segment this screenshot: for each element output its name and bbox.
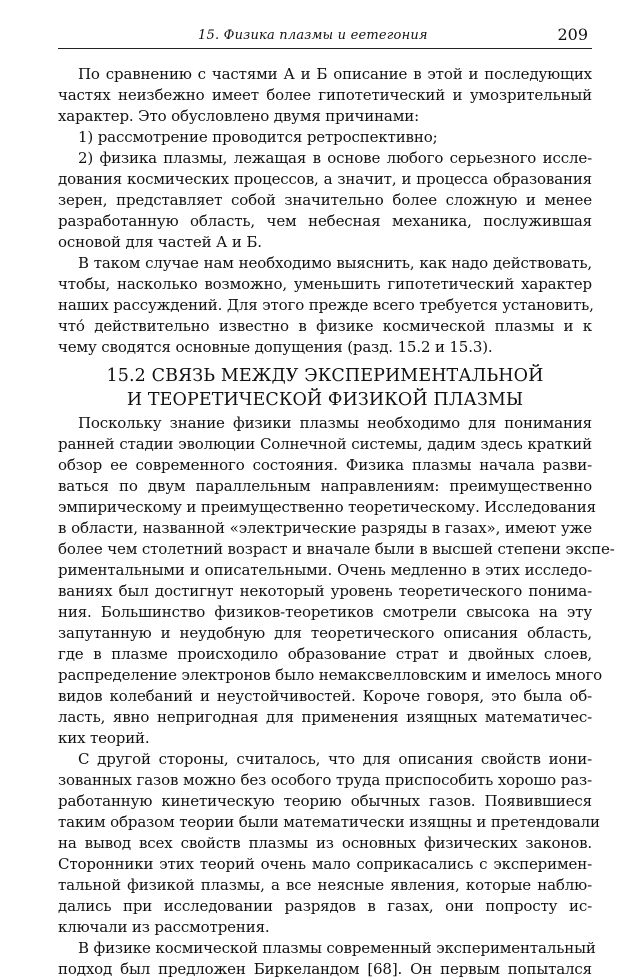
text-line: эмпирическому и преимущественно теоретическому. Исследования xyxy=(58,498,596,516)
text-line: тальной физикой плазмы, а все неясные явления, которые наблю- xyxy=(58,876,592,894)
text-line: основой для частей А и Б. xyxy=(58,233,262,251)
text-line: Поскольку знание физики плазмы необходимо для понимания xyxy=(78,414,592,432)
text-line: характер. Это обусловлено двумя причинами: xyxy=(58,107,419,125)
page-header xyxy=(58,22,592,49)
text-line: зерен, представляет собой значительно более сложную и менее xyxy=(58,191,592,209)
text-line: частях неизбежно имеет более гипотетический и умозрительный xyxy=(58,86,592,104)
text-line: По сравнению с частями А и Б описание в этой и последующих xyxy=(78,65,592,83)
text-line: Сторонники этих теорий очень мало соприкасались с эксперимен- xyxy=(58,855,592,873)
text-line: наших рассуждений. Для этого прежде всего требуется установить, xyxy=(58,296,594,314)
text-line: зованных газов можно без особого труда приспособить хорошо раз- xyxy=(58,771,592,789)
text-line: В таком случае нам необходимо выяснить, как надо действовать, xyxy=(78,254,592,272)
text-line: подход был предложен Биркеландом [68]. Он первым попытался xyxy=(58,960,592,978)
text-line: ваться по двум параллельным направлениям: преимущественно xyxy=(58,477,592,495)
text-line: видов колебаний и неустойчивостей. Короче говоря, это была об- xyxy=(58,687,592,705)
list-item: 1) рассмотрение проводится ретроспективно; xyxy=(78,128,438,146)
text-line: работанную кинетическую теорию обычных газов. Появившиеся xyxy=(58,792,592,810)
section-heading-line: И ТЕОРЕТИЧЕСКОЙ ФИЗИКОЙ ПЛАЗМЫ xyxy=(126,390,524,410)
text-line: ких теорий. xyxy=(58,729,150,747)
text-line: дования космических процессов, а значит, и процесса образования xyxy=(58,170,592,188)
text-line: где в плазме происходило образование страт и двойных слоев, xyxy=(58,645,592,663)
intro-paragraphs xyxy=(58,64,592,358)
text-line: ключали из рассмотрения. xyxy=(58,918,270,936)
text-line: риментальными и описательными. Очень медленно в этих исследо- xyxy=(58,561,592,579)
section-heading-line: 15.2 СВЯЗЬ МЕЖДУ ЭКСПЕРИМЕНТАЛЬНОЙ xyxy=(106,366,544,386)
text-line: более чем столетний возраст и вначале были в высшей степени экспе- xyxy=(58,540,615,558)
text-line: С другой стороны, считалось, что для описания свойств иони- xyxy=(78,750,592,768)
text-line: запутанную и неудобную для теоретического описания область, xyxy=(58,624,592,642)
text-line: в области, названной «электрические разряды в газах», имеют уже xyxy=(58,519,592,537)
section-heading xyxy=(58,364,592,412)
text-line: на вывод всех свойств плазмы из основных физических законов. xyxy=(58,834,592,852)
text-line: В физике космической плазмы современный экспериментальный xyxy=(78,939,596,957)
text-line: разработанную область, чем небесная механика, послужившая xyxy=(58,212,592,230)
text-line: ласть, явно непригодная для применения изящных математичес- xyxy=(58,708,592,726)
text-line: чтобы, насколько возможно, уменьшить гипотетический характер xyxy=(58,275,592,293)
text-line: таким образом теории были математически изящны и претендовали xyxy=(58,813,600,831)
running-title: 15. Физика плазмы и еетегония xyxy=(198,28,428,43)
page-number: 209 xyxy=(557,25,588,44)
text-line: ния. Большинство физиков-теоретиков смотрели свысока на эту xyxy=(58,603,592,621)
text-line: распределение электронов было немаксвелловским и имелось много xyxy=(58,666,603,684)
text-line: ваниях был достигнут некоторый уровень теоретического понима- xyxy=(58,582,592,600)
body-paragraphs xyxy=(58,413,615,980)
text-line: чему сводятся основные допущения (разд. 15.2 и 15.3). xyxy=(58,338,493,356)
list-item: 2) физика плазмы, лежащая в основе любого серьезного иссле- xyxy=(78,149,592,167)
text-line: что́ действительно известно в физике космической плазмы и к xyxy=(58,317,592,335)
text-line: ранней стадии эволюции Солнечной системы, дадим здесь краткий xyxy=(58,435,592,453)
text-line: обзор ее современного состояния. Физика плазмы начала разви- xyxy=(58,456,592,474)
text-line: дались при исследовании разрядов в газах, они попросту ис- xyxy=(58,897,592,915)
